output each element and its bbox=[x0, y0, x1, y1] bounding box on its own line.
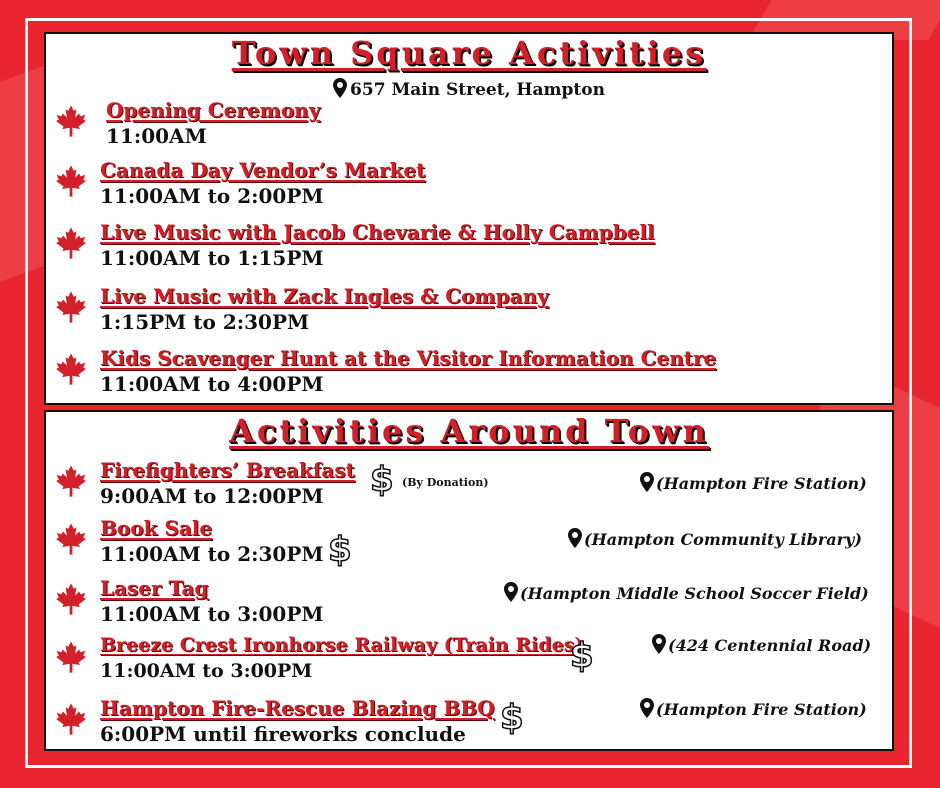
activity-name: Laser Tag bbox=[100, 576, 209, 600]
activity-time: 11:00AM to 1:15PM bbox=[100, 246, 324, 270]
maple-leaf-icon bbox=[54, 290, 88, 324]
around-town-title: Activities Around Town bbox=[229, 412, 709, 450]
activity-name: Canada Day Vendor’s Market bbox=[100, 158, 426, 182]
location-text: (424 Centennial Road) bbox=[668, 636, 872, 655]
map-pin-icon bbox=[640, 698, 654, 718]
location-label bbox=[652, 634, 871, 655]
maple-leaf-icon bbox=[54, 702, 88, 736]
activity-name: Live Music with Jacob Chevarie & Holly Campbell bbox=[100, 220, 655, 244]
location-label bbox=[640, 472, 867, 493]
map-pin-icon bbox=[333, 78, 347, 98]
location-text: (Hampton Fire Station) bbox=[656, 474, 867, 493]
maple-leaf-icon bbox=[54, 164, 88, 198]
activity-name: Opening Ceremony bbox=[106, 98, 321, 122]
map-pin-icon bbox=[568, 528, 582, 548]
activity-time: 1:15PM to 2:30PM bbox=[100, 310, 310, 334]
town-square-address bbox=[46, 78, 892, 100]
map-pin-icon bbox=[504, 582, 518, 602]
map-pin-icon bbox=[640, 472, 654, 492]
location-text: (Hampton Middle School Soccer Field) bbox=[520, 584, 869, 603]
maple-leaf-icon bbox=[54, 522, 88, 556]
activity-name: Breeze Crest Ironhorse Railway (Train Rides) bbox=[100, 634, 584, 656]
dollar-icon: $ bbox=[570, 636, 594, 676]
location-label bbox=[640, 698, 867, 719]
location-label bbox=[504, 582, 869, 603]
activity-name: Kids Scavenger Hunt at the Visitor Information Centre bbox=[100, 346, 717, 370]
activity-name: Live Music with Zack Ingles & Company bbox=[100, 284, 549, 308]
maple-leaf-icon bbox=[54, 464, 88, 498]
town-square-title: Town Square Activities bbox=[231, 34, 707, 72]
donation-note: (By Donation) bbox=[402, 476, 489, 489]
activity-name: Hampton Fire-Rescue Blazing BBQ bbox=[100, 696, 495, 720]
maple-leaf-icon bbox=[54, 582, 88, 616]
activity-time: 11:00AM to 3:00PM bbox=[100, 660, 313, 682]
activity-name: Firefighters’ Breakfast bbox=[100, 458, 355, 482]
activity-time: 6:00PM until fireworks conclude bbox=[100, 722, 466, 746]
activity-time: 11:00AM to 2:00PM bbox=[100, 184, 324, 208]
maple-leaf-icon bbox=[54, 104, 88, 138]
map-pin-icon bbox=[652, 634, 666, 654]
maple-leaf-icon bbox=[54, 352, 88, 386]
maple-leaf-icon bbox=[54, 226, 88, 260]
activity-time: 11:00AM to 2:30PM bbox=[100, 542, 324, 566]
dollar-icon: $ bbox=[328, 530, 352, 570]
address-text: 657 Main Street, Hampton bbox=[350, 80, 605, 100]
around-town-panel bbox=[44, 410, 894, 751]
dollar-icon: $ bbox=[370, 460, 394, 500]
activity-time: 11:00AM bbox=[106, 124, 207, 148]
town-square-panel bbox=[44, 32, 894, 405]
location-label bbox=[568, 528, 862, 549]
dollar-icon: $ bbox=[500, 698, 524, 738]
location-text: (Hampton Fire Station) bbox=[656, 700, 867, 719]
activity-time: 9:00AM to 12:00PM bbox=[100, 484, 324, 508]
activity-time: 11:00AM to 4:00PM bbox=[100, 372, 324, 396]
location-text: (Hampton Community Library) bbox=[584, 530, 862, 549]
maple-leaf-icon bbox=[54, 640, 88, 674]
activity-name: Book Sale bbox=[100, 516, 213, 540]
activity-time: 11:00AM to 3:00PM bbox=[100, 602, 324, 626]
